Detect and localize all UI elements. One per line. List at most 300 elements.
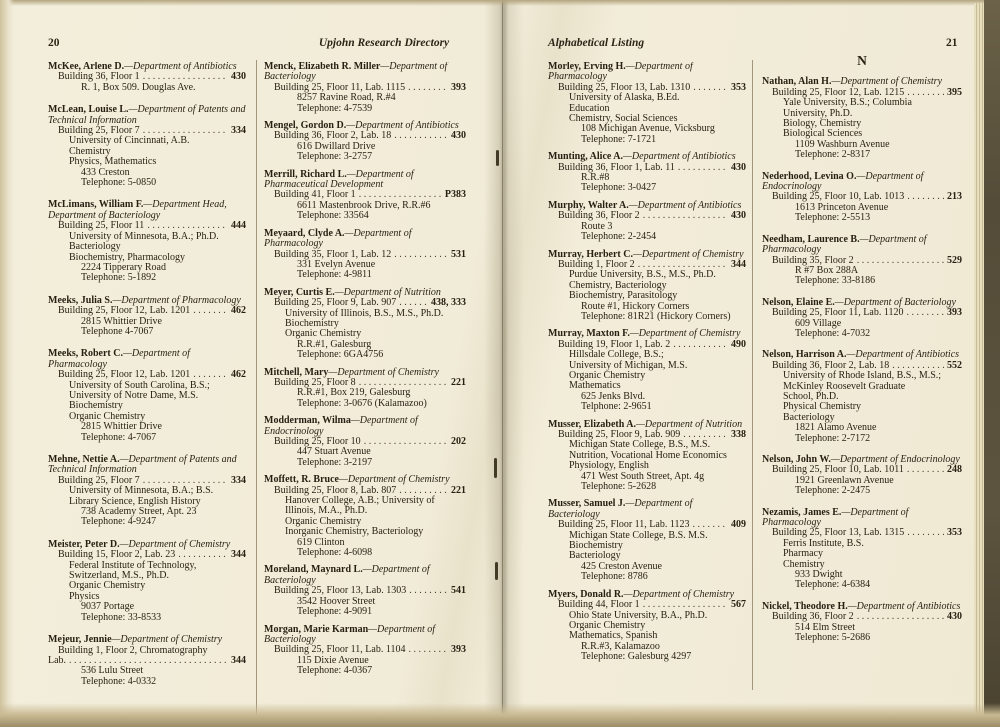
department-name: —Department Head, Department of Bacteriology xyxy=(48,199,227,221)
entry-name-dept xyxy=(48,635,246,645)
building-location: Building 35, Floor 2 xyxy=(772,254,854,266)
running-title-left: Upjohn Research Directory xyxy=(318,37,450,49)
address-line: Telephone: 7-1721 xyxy=(581,133,657,145)
dot-leader xyxy=(907,465,944,475)
dot-leader xyxy=(643,211,728,221)
department-name: —Department of Chemistry xyxy=(111,634,223,646)
building-line xyxy=(548,211,746,221)
dot-leader xyxy=(907,88,944,98)
person-name: Meeks, Robert C. xyxy=(48,348,123,360)
department-name: —Department of Bacteriology xyxy=(264,623,436,645)
dot-leader xyxy=(193,370,228,380)
person-name: Mengel, Gordon D. xyxy=(264,120,347,132)
binding-stitch xyxy=(494,458,497,478)
department-name: —Department of Chemistry xyxy=(831,76,943,88)
address-line: R.R.#3, Kalamazoo xyxy=(581,640,660,652)
building-location: Building 25, Floor 13, Lab. 1303 xyxy=(274,585,407,597)
person-name: Morgan, Marie Karman xyxy=(264,623,369,635)
dot-leader xyxy=(408,83,448,93)
address-line: 1921 Greenlawn Avenue xyxy=(795,474,894,486)
building-location: Building 15, Floor 2, Lab. 23 xyxy=(58,549,176,561)
building-location: Building 25, Floor 11, Lab. 1104 xyxy=(274,644,406,656)
dot-leader xyxy=(673,340,728,350)
credential-line: Organic Chemistry xyxy=(69,410,146,422)
address-line: Route 3 xyxy=(581,220,613,232)
address-line: Telephone: 33-8186 xyxy=(795,275,876,287)
address-line: R.R.#8 xyxy=(581,172,610,184)
credential-line: Yale University, B.S.; Columbia xyxy=(783,97,912,109)
address-line: 2224 Tipperary Road xyxy=(81,261,166,273)
directory-entry xyxy=(48,296,246,338)
building-location: Building 41, Floor 1 xyxy=(274,189,356,201)
department-name: —Department of Chemistry xyxy=(338,474,450,486)
building-location: Building 25, Floor 9, Lab. 909 xyxy=(558,429,681,440)
credential-line: Federal Institute of Technology, xyxy=(69,559,197,571)
address-line: 108 Michigan Avenue, Vicksburg xyxy=(581,123,715,135)
building-location: Building 25, Floor 8, Lab. 807 xyxy=(274,484,397,496)
address-line: Telephone: 6GA4756 xyxy=(297,349,384,361)
credential-line: Illinois, M.A., Ph.D. xyxy=(285,505,368,517)
credential-line: University, Ph.D. xyxy=(783,107,853,119)
department-name: —Department of Antibiotics xyxy=(628,199,742,211)
address-line: Telephone: 4-9811 xyxy=(297,269,372,281)
column-divider-left-page xyxy=(256,60,257,716)
entry-name-dept xyxy=(48,455,246,476)
running-title-right: Alphabetical Listing xyxy=(548,37,645,49)
credential-line: McKinley Roosevelt Graduate xyxy=(783,380,906,392)
department-name: —Department of Endocrinology xyxy=(830,454,960,465)
address-line: Telephone: 33-8533 xyxy=(81,611,162,623)
extension-number: 221 xyxy=(451,484,466,496)
address-line: Telephone: 5-2686 xyxy=(795,632,871,644)
directory-entry xyxy=(762,298,962,340)
page-edge-top xyxy=(0,0,1000,6)
directory-entry xyxy=(264,62,466,114)
directory-entry xyxy=(762,602,962,644)
address-line: Telephone: 4-7067 xyxy=(81,431,157,443)
entry-name-dept xyxy=(264,170,466,191)
address-line: Telephone: 2-8317 xyxy=(795,149,871,161)
person-name: Nelson, John W. xyxy=(762,454,831,465)
building-line xyxy=(48,306,246,316)
department-name: —Department of Chemistry xyxy=(632,248,744,260)
address-line: Telephone: 2-2475 xyxy=(795,485,871,497)
department-name: —Department of Antibiotics xyxy=(846,349,960,361)
department-name: —Department of Nutrition xyxy=(334,286,441,298)
column-right-page-2 xyxy=(762,54,962,710)
credential-line: Mathematics, Spanish xyxy=(569,630,658,642)
page-stack-edge xyxy=(974,3,984,719)
person-name: Mehne, Nettie A. xyxy=(48,454,120,465)
column-divider-right-page xyxy=(752,60,753,690)
credential-line: Biochemistry, Pharmacology xyxy=(69,251,185,263)
directory-entry xyxy=(48,105,246,188)
address-line: 514 Elm Street xyxy=(795,621,855,633)
department-name: —Department of Chemistry xyxy=(328,366,439,378)
entry-name-dept xyxy=(264,229,466,250)
extension-number: 393 xyxy=(451,81,466,93)
directory-entry xyxy=(48,635,246,687)
column-right-page-1 xyxy=(548,62,746,718)
extension-number: 430 xyxy=(451,130,466,142)
address-line: Telephone: 3-2757 xyxy=(297,151,373,163)
extension-number: 353 xyxy=(947,527,962,539)
directory-entry xyxy=(264,229,466,281)
building-location: Building 25, Floor 11 xyxy=(58,220,145,232)
directory-entry xyxy=(548,62,746,145)
person-name: Nickel, Theodore H. xyxy=(762,600,848,612)
binding-stitch xyxy=(495,562,498,580)
credential-line: Mathematics xyxy=(569,380,621,392)
credential-line: Biochemistry, Parasitology xyxy=(569,290,678,302)
credential-line: Purdue University, B.S., M.S., Ph.D. xyxy=(569,269,716,281)
department-name: —Department of Antibiotics xyxy=(623,151,736,163)
department-name: —Department of Chemistry xyxy=(629,328,741,340)
address-line: Telephone: 4-7539 xyxy=(297,102,373,114)
building-location: Building 25, Floor 11, Lab. 1123 xyxy=(558,519,690,531)
credential-line: Bacteriology xyxy=(783,411,835,423)
department-name: —Department of Pharmaceutical Development xyxy=(264,168,414,191)
extension-number: 567 xyxy=(731,599,746,611)
building-line xyxy=(762,308,962,318)
entry-name-dept xyxy=(762,172,962,193)
address-line: 3542 Hoover Street xyxy=(297,595,376,607)
department-name: —Department of Endocrinology xyxy=(762,170,924,193)
dot-leader xyxy=(678,163,728,173)
credential-line: Biochemistry xyxy=(69,400,123,412)
person-name: Meister, Peter D. xyxy=(48,538,120,550)
extension-number: 531 xyxy=(451,248,466,260)
address-line: Telephone: 4-0332 xyxy=(81,675,157,687)
department-name: —Department of Pharmacology xyxy=(48,348,190,370)
extension-number: 552 xyxy=(947,359,962,371)
person-name: Needham, Laurence B. xyxy=(762,233,860,245)
dot-leader xyxy=(394,131,448,141)
extension-number: 344 xyxy=(731,258,746,270)
directory-entry xyxy=(548,152,746,194)
building-location: Building 25, Floor 9, Lab. 907 xyxy=(274,297,397,309)
directory-entry xyxy=(548,250,746,323)
entry-name-dept xyxy=(48,200,246,221)
extension-number: 444 xyxy=(231,220,246,232)
person-name: Mitchell, Mary xyxy=(264,366,329,378)
credential-line: Biological Sciences xyxy=(783,128,863,140)
address-line: 115 Dixie Avenue xyxy=(297,654,369,666)
person-name: Nelson, Elaine E. xyxy=(762,296,835,308)
credential-line: Organic Chemistry xyxy=(285,328,362,340)
directory-entry xyxy=(264,625,466,677)
person-name: Murray, Herbert C. xyxy=(548,248,633,260)
credential-line: Chemistry, Social Sciences xyxy=(569,113,678,125)
extension-number: 541 xyxy=(451,585,466,597)
department-name: —Department of Pharmacology xyxy=(264,227,412,250)
department-name: —Department of Bacteriology xyxy=(548,498,693,520)
address-line: 9037 Portage xyxy=(81,601,135,613)
dot-leader xyxy=(907,528,944,538)
department-name: —Department of Antibiotics xyxy=(124,62,237,72)
address-line: 2815 Whittier Drive xyxy=(81,315,162,327)
extension-number: 462 xyxy=(231,305,246,317)
building-line xyxy=(264,298,466,308)
person-name: Nederhood, Levina O. xyxy=(762,170,857,182)
address-line: 6611 Mastenbrook Drive, R.R.#6 xyxy=(297,199,431,211)
directory-entry xyxy=(48,200,246,283)
directory-entry xyxy=(264,565,466,617)
credential-line: Organic Chemistry xyxy=(285,515,362,527)
address-line: 2815 Whittier Drive xyxy=(81,421,162,433)
department-name: —Department of Pharmacology xyxy=(762,233,927,256)
department-name: —Department of Pharmacology xyxy=(762,506,909,529)
extension-number: 438, 333 xyxy=(431,297,466,309)
building-line xyxy=(762,612,962,622)
credential-line: University of South Carolina, B.S.; xyxy=(69,379,210,391)
building-location: Building 1, Floor 2 xyxy=(558,258,635,270)
directory-entry xyxy=(762,508,962,591)
building-line xyxy=(548,163,746,173)
department-name: —Department of Patents and Technical Information xyxy=(48,454,237,476)
credential-line: Michigan State College, B.S. M.S. xyxy=(569,529,708,541)
credential-line: School, Ph.D. xyxy=(783,390,839,402)
person-name: Moffett, R. Bruce xyxy=(264,474,339,486)
department-name: —Department of Antibiotics xyxy=(847,600,961,612)
extension-number: 213 xyxy=(947,191,962,203)
entry-name-dept xyxy=(264,416,466,437)
credential-line: Switzerland, M.S., Ph.D. xyxy=(69,570,169,582)
building-location: Building 25, Floor 10, Lab. 1011 xyxy=(772,464,904,476)
dot-leader xyxy=(906,308,944,318)
directory-entry xyxy=(264,170,466,222)
credential-line: Chemistry xyxy=(783,558,825,570)
extension-number: 393 xyxy=(947,307,962,319)
person-name: McKee, Arlene D. xyxy=(48,62,125,72)
extension-number: 248 xyxy=(947,464,962,476)
credential-line: Hillsdale College, B.S.; xyxy=(569,349,664,361)
credential-line: Physical Chemistry xyxy=(783,401,862,413)
dot-leader xyxy=(364,437,448,447)
person-name: Murray, Maxton F. xyxy=(548,328,630,340)
entry-name-dept xyxy=(264,625,466,646)
extension-number: P383 xyxy=(444,189,466,201)
page-edge-bottom xyxy=(0,703,1000,727)
credential-line: Chemistry xyxy=(69,145,111,157)
department-name: —Department of Bacteriology xyxy=(264,564,430,586)
department-name: —Department of Chemistry xyxy=(119,538,231,550)
address-line: Telephone: 4-6098 xyxy=(297,547,373,559)
building-location: Building 25, Floor 13, Lab. 1315 xyxy=(772,527,905,539)
address-line: Telephone: 3-2197 xyxy=(297,456,373,468)
credential-line: Biochemistry xyxy=(285,317,339,329)
person-name: McLimans, William F. xyxy=(48,199,144,211)
building-line xyxy=(548,600,746,610)
dot-leader xyxy=(408,645,448,655)
directory-entry xyxy=(48,540,246,623)
department-name: —Department of Chemistry xyxy=(623,588,735,600)
address-line: Telephone: 2-7172 xyxy=(795,432,871,444)
address-line: R. 1, Box 509. Douglas Ave. xyxy=(81,81,196,93)
entry-name-dept xyxy=(548,499,746,520)
dot-leader xyxy=(394,250,448,260)
person-name: Nathan, Alan H. xyxy=(762,76,832,88)
address-line: 616 Dwillard Drive xyxy=(297,140,376,152)
person-name: Moreland, Maynard L. xyxy=(264,564,363,576)
person-name: Merrill, Richard L. xyxy=(264,168,347,180)
building-location: Building 36, Floor 2, Lab. 18 xyxy=(772,359,890,371)
directory-entry xyxy=(548,329,746,412)
credential-line: Physics, Mathematics xyxy=(69,156,157,168)
building-line xyxy=(48,656,246,666)
address-line: Telephone: 4-6384 xyxy=(795,579,871,591)
credential-line: Organic Chemistry xyxy=(569,369,646,381)
dot-leader xyxy=(643,600,728,610)
building-location: Building 36, Floor 1, Lab. 11 xyxy=(558,161,675,173)
address-line: Telephone: 2-5513 xyxy=(795,212,871,224)
building-line: Building 1, Floor 2, Chromatography xyxy=(58,644,208,656)
book-cover-edge-right xyxy=(984,0,1000,727)
column-left-page-2 xyxy=(264,62,466,718)
extension-number: 221 xyxy=(451,376,466,388)
entry-name-dept xyxy=(48,105,246,126)
page-number-right: 21 xyxy=(946,37,958,49)
directory-entry xyxy=(762,77,962,160)
directory-entry xyxy=(264,475,466,558)
directory-entry xyxy=(762,455,962,497)
directory-entry xyxy=(762,350,962,444)
address-line: Telephone: 4-9247 xyxy=(81,516,157,528)
address-line: 536 Lulu Street xyxy=(81,665,144,677)
credential-line: University of Minnesota, B.A.; B.S. xyxy=(69,485,214,497)
extension-number: 430 xyxy=(731,161,746,173)
credential-line: University of Cincinnati, A.B. xyxy=(69,135,190,147)
department-name: —Department of Pharmacology xyxy=(548,62,693,83)
building-location: Building 25, Floor 10, Lab. 1013 xyxy=(772,191,905,203)
credential-line: Biology, Chemistry xyxy=(783,118,862,130)
person-name: Mejeur, Jennie xyxy=(48,634,112,646)
extension-number: 344 xyxy=(231,654,246,666)
building-location: Building 25, Floor 7 xyxy=(58,125,140,137)
address-line: Telephone: 5-1892 xyxy=(81,272,157,284)
dot-leader xyxy=(399,298,428,308)
directory-entry xyxy=(762,235,962,287)
dot-leader xyxy=(693,83,728,93)
address-line: 447 Stuart Avenue xyxy=(297,446,371,458)
extension-number: 462 xyxy=(231,369,246,381)
address-line: Telephone 4-7067 xyxy=(81,325,154,337)
credential-line: Education xyxy=(569,102,610,114)
department-name: —Department of Endocrinology xyxy=(264,415,418,437)
person-name: Murphy, Walter A. xyxy=(548,199,629,211)
address-line: 471 West South Street, Apt. 4g xyxy=(581,470,705,482)
address-line: 738 Academy Street, Apt. 23 xyxy=(81,506,197,518)
extension-number: 430 xyxy=(947,611,962,623)
address-line: Telephone: Galesburg 4297 xyxy=(581,651,692,663)
address-line: Telephone: 4-9091 xyxy=(297,606,373,618)
extension-number: 334 xyxy=(231,125,246,137)
directory-entry xyxy=(48,349,246,443)
building-location: Building 36, Floor 2, Lab. 18 xyxy=(274,130,392,142)
building-location: Building 25, Floor 13, Lab. 1310 xyxy=(558,81,691,93)
address-line: Telephone: 4-0367 xyxy=(297,665,373,677)
credential-line: University of Michigan, M.S. xyxy=(569,359,688,371)
credential-line: Chemistry, Bacteriology xyxy=(569,279,667,291)
address-line: R.R.#1, Galesburg xyxy=(297,338,372,350)
building-location: Building 25, Floor 8 xyxy=(274,376,356,388)
building-location: Building 25, Floor 11, Lab. 1115 xyxy=(274,81,406,93)
building-line xyxy=(48,370,246,380)
address-line: 8257 Ravine Road, R.#4 xyxy=(297,92,396,104)
extension-number: 430 xyxy=(231,71,246,83)
building-location: Building 36, Floor 2 xyxy=(558,210,640,222)
building-location: Building 36, Floor 1 xyxy=(58,71,140,83)
directory-entry xyxy=(264,288,466,361)
credential-line: Organic Chemistry xyxy=(569,619,646,631)
credential-line: Ferris Institute, B.S. xyxy=(783,537,864,549)
credential-line: Physics xyxy=(69,590,100,602)
extension-number: 353 xyxy=(731,81,746,93)
entry-name-dept xyxy=(548,62,746,83)
credential-line: Biochemistry xyxy=(569,540,623,552)
credential-line: Ohio State University, B.A., Ph.D. xyxy=(569,609,708,621)
person-name: Meyer, Curtis E. xyxy=(264,286,335,298)
department-name: —Department of Bacteriology xyxy=(264,62,448,83)
address-line: 933 Dwight xyxy=(795,569,843,581)
department-name: —Department of Pharmacology xyxy=(112,294,241,306)
building-line xyxy=(762,256,962,266)
directory-entry xyxy=(264,416,466,468)
credential-line: University of Alaska, B.Ed. xyxy=(569,92,680,104)
person-name: Meeks, Julia S. xyxy=(48,294,113,306)
dot-leader xyxy=(857,612,944,622)
department-name: —Department of Nutrition xyxy=(635,418,743,430)
department-name: —Department of Bacteriology xyxy=(834,296,956,308)
person-name: Munting, Alice A. xyxy=(548,151,624,163)
address-line: Telephone: 8786 xyxy=(581,571,648,583)
extension-number: 395 xyxy=(947,86,962,98)
entry-name-dept xyxy=(264,565,466,586)
address-line: R #7 Box 288A xyxy=(795,264,859,276)
credential-line: Organic Chemistry xyxy=(69,580,146,592)
person-name: Morley, Erving H. xyxy=(548,62,626,72)
extension-number: 409 xyxy=(731,519,746,531)
directory-entry xyxy=(548,201,746,243)
address-line: 625 Jenks Blvd. xyxy=(581,390,646,402)
extension-number: 344 xyxy=(231,549,246,561)
spine-crease xyxy=(502,0,503,727)
address-line: Telephone: 3-0676 (Kalamazoo) xyxy=(297,397,427,409)
address-line: Telephone: 5-2628 xyxy=(581,481,657,493)
extension-number: 334 xyxy=(231,474,246,486)
address-line: 425 Creston Avenue xyxy=(581,560,662,572)
page-edge-left xyxy=(0,0,14,727)
person-name: Musser, Elizabeth A. xyxy=(548,418,636,430)
directory-entry xyxy=(762,172,962,224)
entry-name-dept xyxy=(48,349,246,370)
extension-number: 490 xyxy=(731,338,746,350)
extension-number: 430 xyxy=(731,210,746,222)
address-line: 1821 Alamo Avenue xyxy=(795,422,877,434)
building-location: Building 44, Floor 1 xyxy=(558,599,640,611)
credential-line: Michigan State College, B.S., M.S. xyxy=(569,439,711,451)
building-location: Building 25, Floor 11, Lab. 1120 xyxy=(772,307,904,319)
credential-line: Pharmacy xyxy=(783,548,823,560)
directory-entry xyxy=(48,455,246,528)
credential-line: Bacteriology xyxy=(569,550,621,562)
address-line: 1109 Washburn Avenue xyxy=(795,138,890,150)
address-line: Telphone: 2-9651 xyxy=(581,401,652,413)
address-line: R.R.#1, Box 219, Galesburg xyxy=(297,387,411,399)
dot-leader xyxy=(193,306,228,316)
address-line: Telephone: 33564 xyxy=(297,210,369,222)
address-line: Telephone: 3-0427 xyxy=(581,182,657,194)
